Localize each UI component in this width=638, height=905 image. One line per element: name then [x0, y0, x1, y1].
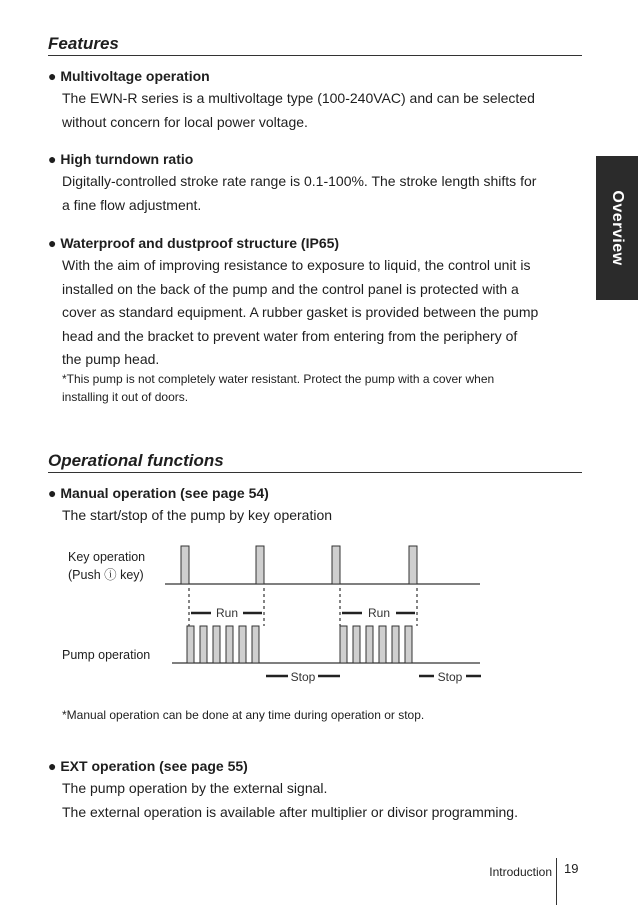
feature-turndown-title: ● High turndown ratio [48, 151, 194, 167]
timing-diagram [0, 530, 638, 700]
feature-turndown-text: Digitally-controlled stroke rate range is 0.1-100%. The stroke length shifts for a fine flow adjustment. [62, 173, 537, 213]
key-pulse [332, 546, 340, 584]
ext-operation-title: ● EXT operation (see page 55) [48, 758, 248, 774]
pump-pulse [405, 626, 412, 663]
pump-pulse [187, 626, 194, 663]
key-pulse [409, 546, 417, 584]
pump-pulse [200, 626, 207, 663]
manual-operation-text: The start/stop of the pump by key operation [62, 507, 333, 523]
operational-heading: Operational functions [48, 451, 582, 473]
key-pulse [256, 546, 264, 584]
pump-pulse-group [340, 626, 412, 663]
footer-section-label: Introduction [489, 865, 552, 879]
pump-pulse [353, 626, 360, 663]
manual-operation-note: *Manual operation can be done at any time during operation or stop. [62, 708, 425, 722]
pump-pulse-group [187, 626, 259, 663]
pump-pulse [340, 626, 347, 663]
pump-pulse [392, 626, 399, 663]
footer-divider [556, 858, 557, 905]
pump-pulse [252, 626, 259, 663]
feature-ip65-title: ● Waterproof and dustproof structure (IP65) [48, 235, 340, 251]
pump-pulse [239, 626, 246, 663]
stop-label: Stop [290, 670, 316, 684]
run-label: Run [215, 606, 239, 620]
key-pulse [181, 546, 189, 584]
pump-pulse [379, 626, 386, 663]
feature-multivoltage-title: ● Multivoltage operation [48, 68, 210, 84]
run-label: Run [367, 606, 391, 620]
feature-multivoltage-text: The EWN-R series is a multivoltage type (100-240VAC) and can be selected without concern for local power voltage. [62, 90, 535, 130]
side-tab-overview [596, 156, 638, 300]
ext-operation-text: The pump operation by the external signal. The external operation is available after multiplier or divisor programming. [62, 780, 518, 820]
feature-ip65-note: *This pump is not completely water resistant. Protect the pump with a cover when installing it out of doors. [62, 372, 495, 404]
pump-pulse [226, 626, 233, 663]
page-number: 19 [564, 861, 579, 876]
side-tab-label: Overview [609, 190, 626, 266]
feature-ip65-text: With the aim of improving resistance to exposure to liquid, the control unit is installed on the back of the pump and the control panel is protected with a cover as standard equipment. A rubber gasket is provided between the pump head and the bracket to prevent water from entering from the periphery of the pump head. [62, 257, 539, 367]
pump-pulse [213, 626, 220, 663]
stop-label: Stop [437, 670, 463, 684]
pump-operation-label: Pump operation [62, 648, 151, 662]
manual-operation-title: ● Manual operation (see page 54) [48, 485, 269, 501]
key-operation-label: Key operation [68, 550, 146, 564]
features-heading: Features [48, 34, 582, 56]
pump-pulse [366, 626, 373, 663]
key-operation-sublabel: (Push ⓘ key) [68, 568, 144, 582]
